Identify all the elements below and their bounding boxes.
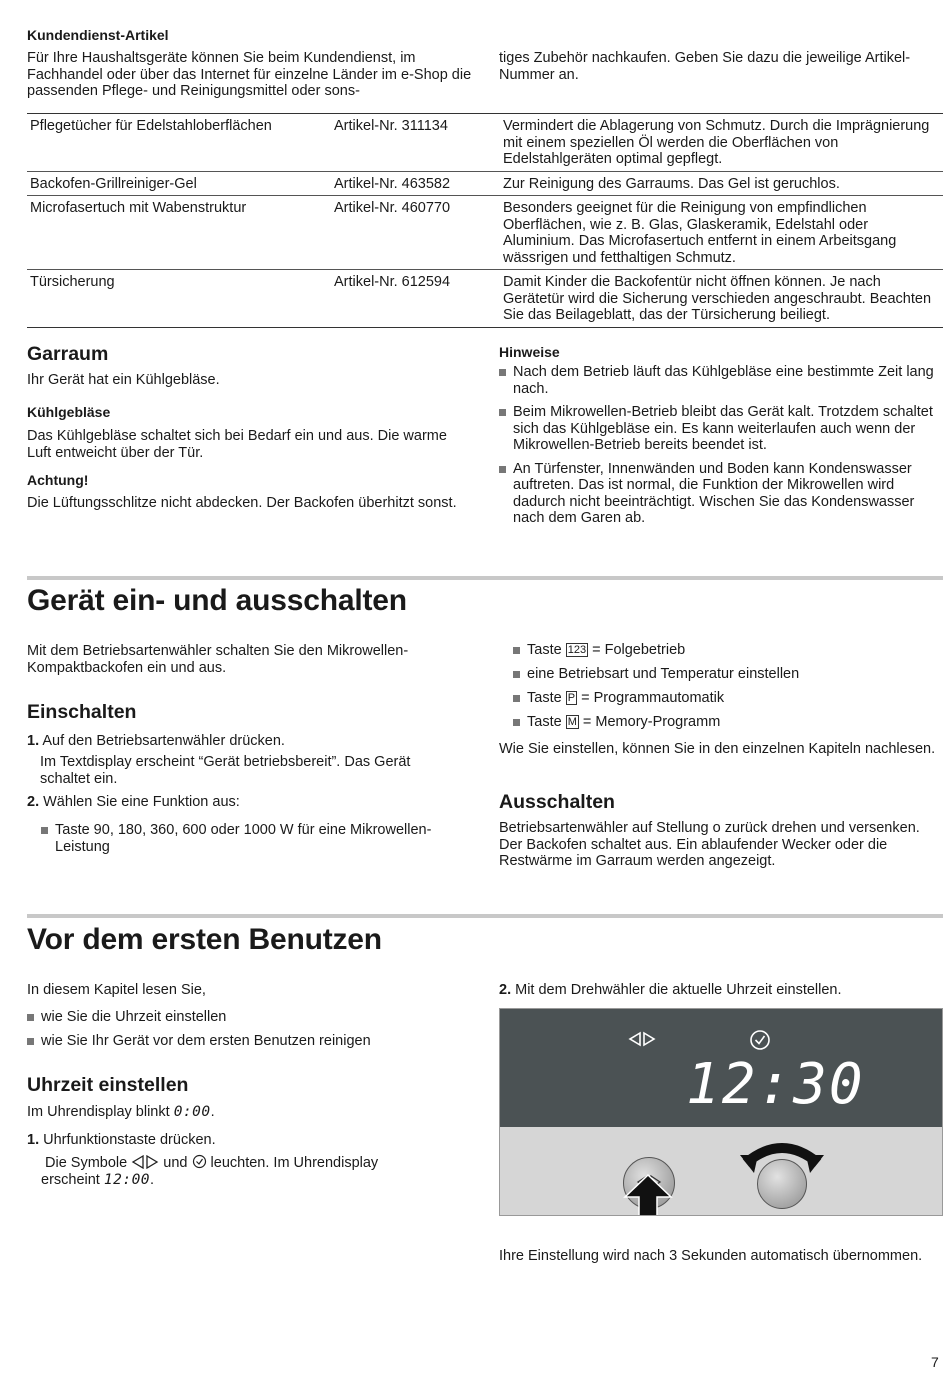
step-1 [27,733,285,750]
service-heading: Kundendienst-Artikel [27,27,169,43]
step-number: 2. [27,794,40,810]
step-number: 1. [27,1132,40,1148]
rotate-arrows-icon [740,1133,824,1173]
list-item: Beim Mikrowellen-Betrieb bleibt das Gerät kalt. Trotzdem schaltet sich das Kühlgebläse ein. Es kann weiterlaufen auch wenn der Mikrowellen-Betrieb bereits beendet ist. [499,404,941,454]
list-item: eine Betriebsart und Temperatur einstellen [513,666,941,683]
sequence-key-icon: 123 [567,644,587,656]
press-arrow-icon [623,1173,673,1216]
list-item: An Türfenster, Innenwänden und Boden kann Kondenswasser auftreten. Das ist normal, die Funktion der Mikrowellen wird dadurch nicht beeinträchtigt. Wischen Sie das Kondenswasser nach dem Garen ab. [499,461,941,527]
clock-after-text: Ihre Einstellung wird nach 3 Sekunden automatisch übernommen. [499,1248,923,1264]
option-prefix: Taste [527,690,562,706]
accessory-article: Artikel-Nr. 463582 [331,171,500,196]
accessory-desc: Zur Reinigung des Garraums. Das Gel ist geruchlos. [500,171,943,196]
list-item [513,714,941,731]
power-options-right [513,642,941,731]
accessory-desc: Besonders geeignet für die Reinigung von empfindlichen Oberflächen, wie z. B. Glas, Glaskeramik, Edelstahl oder Aluminium. Das Microfasertuch entfernt in einem Arbeitsgang wässrigen und fetthaltigen Schmutz. [500,196,943,270]
section-divider [27,576,943,580]
clock-heading: Uhrzeit einstellen [27,1074,189,1096]
step-1-detail: Im Textdisplay erscheint “Gerät betriebsbereit”. Das Gerät schaltet ein. [40,754,411,787]
power-intro: Mit dem Betriebsartenwähler schalten Sie den Mikrowellen-Kompaktbackofen ein und aus. [27,643,409,676]
accessory-article: Artikel-Nr. 612594 [331,270,500,328]
first-use-list [27,1009,467,1050]
clock-step-2 [499,982,842,999]
detail-c: leuchten. Im Uhrendisplay erscheint [41,1155,379,1188]
clock-blink-text [27,1104,215,1121]
notes-list [499,364,941,527]
accessory-name: Backofen-Grillreiniger-Gel [27,171,331,196]
detail-end: . [150,1171,155,1188]
clock-icon [192,1154,207,1169]
table-row [27,196,943,270]
step-text: Uhrfunktionstaste drücken. [43,1132,216,1148]
power-options-left [41,822,441,855]
step-text: Wählen Sie eine Funktion aus: [43,794,240,810]
accessory-desc: Vermindert die Ablagerung von Schmutz. Durch die Imprägnierung mit einem speziellen Öl werden die Oberflächen von Edelstahlgeräten optimal gepflegt. [500,114,943,172]
notes-heading: Hinweise [499,344,560,360]
off-text-end: zurück drehen und versenken. Der Backofen schaltet aus. Ein ablaufender Wecker oder die Restwärme im Garraum werden angezeigt. [499,820,920,869]
off-heading: Ausschalten [499,791,615,813]
display-screen [500,1009,942,1127]
service-intro-left: Für Ihre Haushaltsgeräte können Sie beim Kundendienst, im Fachhandel oder über das Internet für einzelne Länder im e-Shop die passenden Pflege- und Reinigungsmittel oder sons- [27,50,472,99]
option-suffix: = Memory-Programm [582,714,721,730]
blink-text: Im Uhrendisplay blinkt [27,1104,170,1120]
memory-key-icon: M [567,716,577,728]
service-intro-right: tiges Zubehör nachkaufen. Geben Sie dazu die jeweilige Artikel-Nummer an. [499,50,911,83]
section-divider [27,914,943,918]
on-heading: Einschalten [27,701,137,723]
display-time-text: 12:00 [103,1171,151,1188]
off-text-start: Betriebsartenwähler auf Stellung [499,820,709,836]
step-2 [27,794,240,811]
arrows-icon [131,1155,159,1169]
off-position-icon: o [712,820,721,836]
power-more: Wie Sie einstellen, können Sie in den einzelnen Kapiteln nachlesen. [499,741,936,757]
clock-step-1-detail [41,1154,441,1188]
option-prefix: Taste [527,714,562,730]
option-suffix: = Programmautomatik [581,690,725,706]
power-heading: Gerät ein- und ausschalten [27,584,407,617]
step-text: Auf den Betriebsartenwähler drücken. [42,733,285,749]
step-text: Mit dem Drehwähler die aktuelle Uhrzeit einstellen. [515,982,842,998]
accessory-article: Artikel-Nr. 311134 [331,114,500,172]
fan-text: Das Kühlgebläse schaltet sich bei Bedarf ein und aus. Die warme Luft entweicht über der Tür. [27,428,447,461]
garraum-heading: Garraum [27,343,109,365]
first-use-intro: In diesem Kapitel lesen Sie, [27,982,206,998]
blink-time: 0:00 [173,1104,211,1120]
clock-step-1 [27,1132,216,1149]
blink-end: . [210,1104,215,1120]
table-row [27,171,943,196]
detail-b: und [163,1155,188,1171]
accessory-article: Artikel-Nr. 460770 [331,196,500,270]
list-item [513,690,941,707]
list-item: Taste 90, 180, 360, 600 oder 1000 W für eine Mikrowellen-Leistung [41,822,441,855]
arrows-icon [627,1031,657,1047]
list-item: wie Sie die Uhrzeit einstellen [27,1009,467,1026]
table-row [27,270,943,328]
accessory-table [27,113,943,328]
panel-controls [500,1127,942,1216]
option-prefix: Taste [527,642,562,658]
step-number: 1. [27,733,40,749]
accessory-desc: Damit Kinder die Backofentür nicht öffnen können. Je nach Gerätetür wird die Sicherung verschieden angeschraubt. Beachten Sie das Beilageblatt, das der Türsicherung beiliegt. [500,270,943,328]
clock-icon [749,1029,771,1051]
accessory-name: Microfasertuch mit Wabenstruktur [27,196,331,270]
accessory-name: Türsicherung [27,270,331,328]
option-suffix: = Folgebetrieb [592,642,686,658]
fan-heading: Kühlgebläse [27,404,111,420]
program-key-icon: P [567,692,576,704]
detail-a: Die Symbole [45,1155,128,1171]
table-row [27,114,943,172]
oven-display-panel [499,1008,943,1216]
list-item: wie Sie Ihr Gerät vor dem ersten Benutzen reinigen [27,1033,467,1050]
accessory-name: Pflegetücher für Edelstahloberflächen [27,114,331,172]
first-use-heading: Vor dem ersten Benutzen [27,923,382,956]
warning-text: Die Lüftungsschlitze nicht abdecken. Der Backofen überhitzt sonst. [27,495,457,511]
warning-heading: Achtung! [27,472,89,488]
display-time: 12:30 [686,1052,865,1117]
list-item [513,642,941,659]
page-number: 7 [931,1354,939,1370]
step-number: 2. [499,982,512,998]
garraum-text: Ihr Gerät hat ein Kühlgebläse. [27,372,220,388]
off-text [499,820,939,870]
list-item: Nach dem Betrieb läuft das Kühlgebläse eine bestimmte Zeit lang nach. [499,364,941,397]
